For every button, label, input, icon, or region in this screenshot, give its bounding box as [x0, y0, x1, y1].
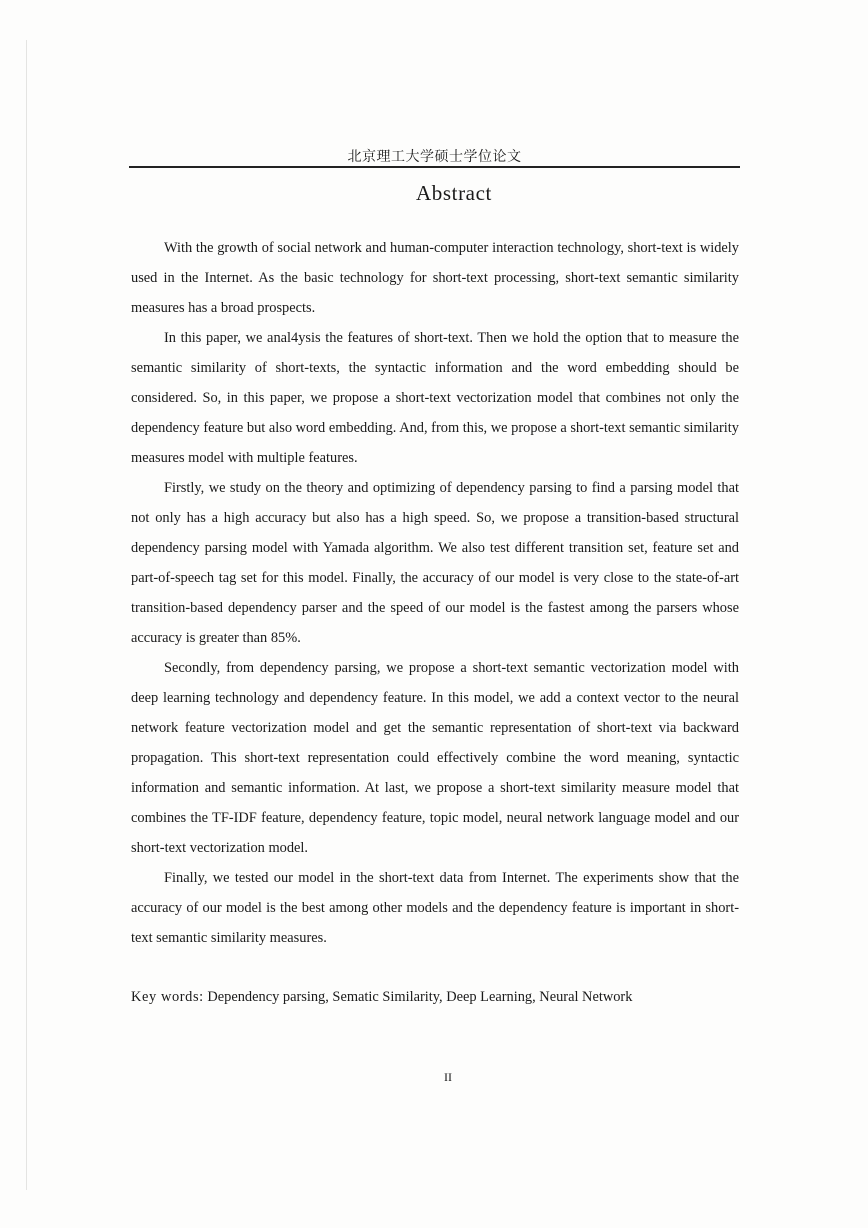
paragraph-1: With the growth of social network and human-computer interaction technology, short-text is widely used in the Internet. As the basic technology for short-text processing, short-text semantic similarity measures has a broad prospects.	[131, 240, 739, 316]
header-rule	[129, 166, 740, 168]
abstract-body	[131, 233, 739, 953]
paragraph-5: Finally, we tested our model in the short-text data from Internet. The experiments show that the accuracy of our model is the best among other models and the dependency feature is important in short-text semantic similarity measures.	[131, 870, 739, 946]
abstract-title: Abstract	[416, 181, 492, 205]
keywords-label: Key words:	[131, 989, 204, 1005]
paragraph-4: Secondly, from dependency parsing, we propose a short-text semantic vectorization model with deep learning technology and dependency feature. In this model, we add a context vector to the neural network feature vectorization model and get the semantic representation of short-text via backward propagation. This short-text representation could effectively combine the word meaning, syntactic information and semantic information. At last, we propose a short-text similarity measure model that combines the TF-IDF feature, dependency feature, topic model, neural network language model and our short-text vectorization model.	[131, 660, 739, 856]
page-number: II	[444, 1070, 452, 1084]
paragraph-3: Firstly, we study on the theory and optimizing of dependency parsing to find a parsing model that not only has a high accuracy but also has a high speed. So, we propose a transition-based structural dependency parsing model with Yamada algorithm. We also test different transition set, feature set and part-of-speech tag set for this model. Finally, the accuracy of our model is very close to the state-of-art transition-based dependency parser and the speed of our model is the fastest among the parsers whose accuracy is greater than 85%.	[131, 480, 739, 646]
keywords-value: Dependency parsing, Sematic Similarity, Deep Learning, Neural Network	[207, 989, 633, 1005]
scan-edge-line	[26, 40, 27, 1190]
keywords-line	[131, 982, 751, 1012]
running-header: 北京理工大学硕士学位论文	[347, 149, 522, 165]
paragraph-2: In this paper, we anal4ysis the features of short-text. Then we hold the option that to measure the semantic similarity of short-texts, the syntactic information and the word embedding should be considered. So, in this paper, we propose a short-text vectorization model that combines not only the dependency feature but also word embedding. And, from this, we propose a short-text semantic similarity measures model with multiple features.	[131, 330, 739, 466]
